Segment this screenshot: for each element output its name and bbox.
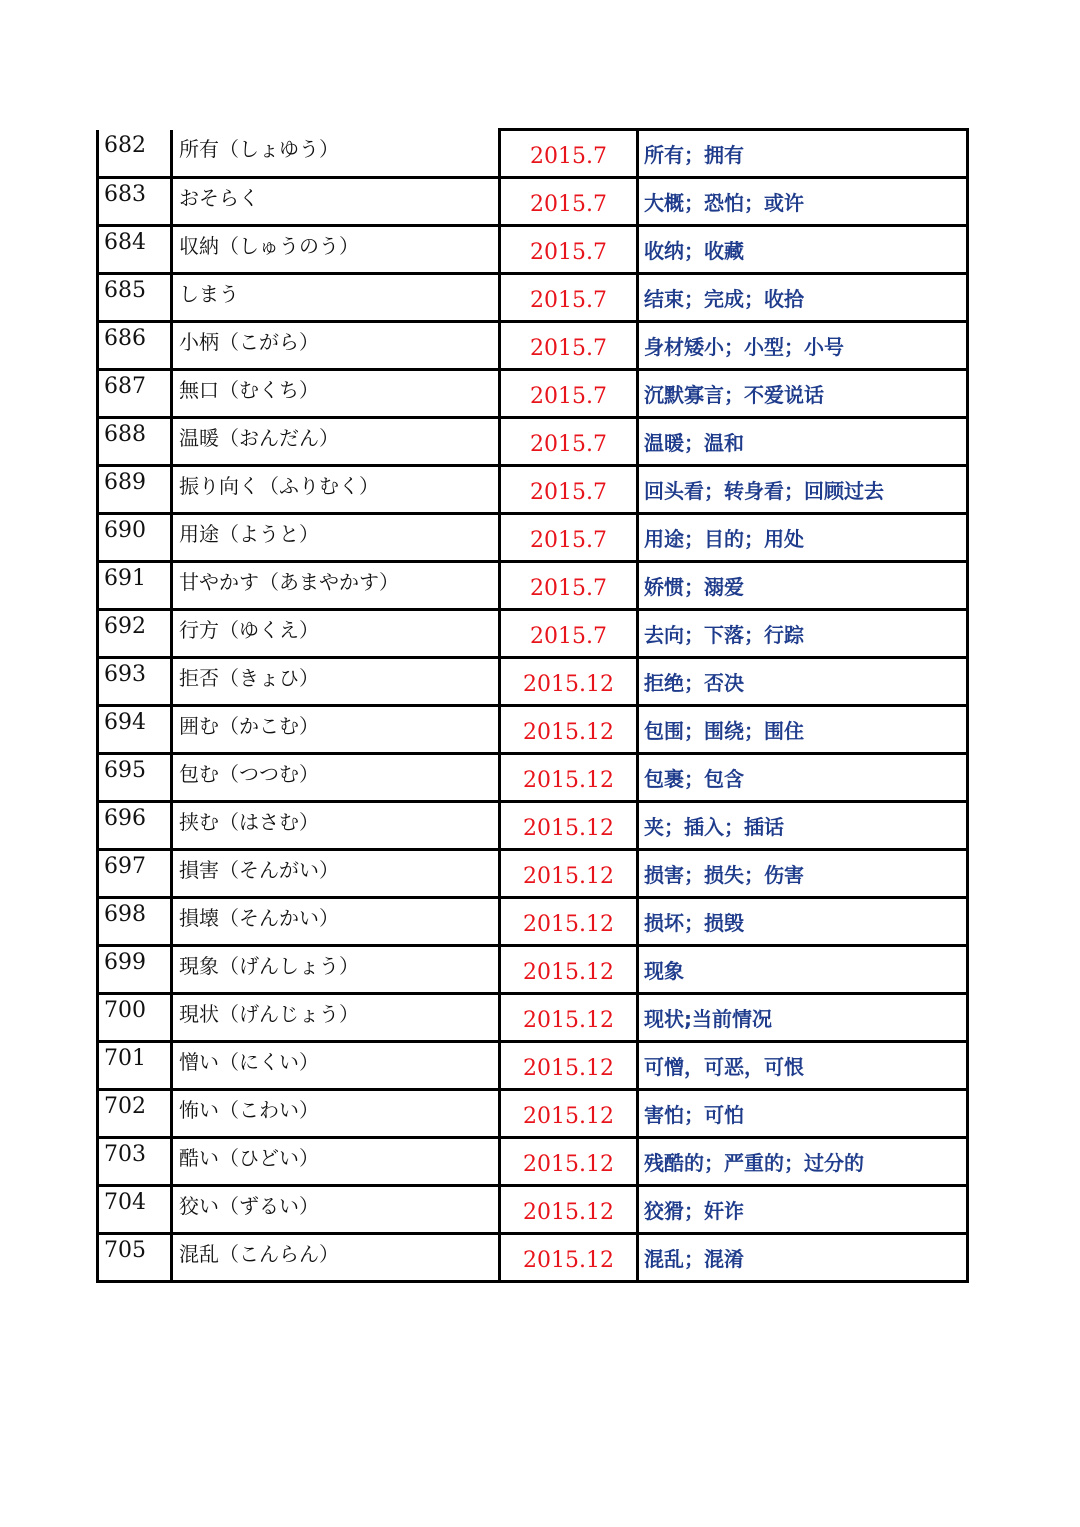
entry-number: 682 xyxy=(98,130,172,178)
entry-number: 691 xyxy=(98,562,172,610)
chinese-meaning: 包围；围绕；围住 xyxy=(638,706,968,754)
chinese-meaning: 损坏；损毁 xyxy=(638,898,968,946)
chinese-meaning: 娇惯；溺爱 xyxy=(638,562,968,610)
exam-date: 2015.12 xyxy=(500,706,638,754)
table-row xyxy=(98,1234,968,1282)
table-row xyxy=(98,1186,968,1234)
chinese-meaning: 混乱；混淆 xyxy=(638,1234,968,1282)
chinese-meaning: 损害；损失；伤害 xyxy=(638,850,968,898)
japanese-word: 現状（げんじょう） xyxy=(172,994,500,1042)
table-row xyxy=(98,370,968,418)
exam-date: 2015.12 xyxy=(500,802,638,850)
japanese-word: 怖い（こわい） xyxy=(172,1090,500,1138)
japanese-word: 現象（げんしょう） xyxy=(172,946,500,994)
chinese-meaning: 狡猾；奸诈 xyxy=(638,1186,968,1234)
chinese-meaning: 残酷的；严重的；过分的 xyxy=(638,1138,968,1186)
exam-date: 2015.12 xyxy=(500,994,638,1042)
japanese-word: 包む（つつむ） xyxy=(172,754,500,802)
entry-number: 698 xyxy=(98,898,172,946)
entry-number: 686 xyxy=(98,322,172,370)
japanese-word: 酷い（ひどい） xyxy=(172,1138,500,1186)
exam-date: 2015.7 xyxy=(500,370,638,418)
japanese-word: 損壊（そんかい） xyxy=(172,898,500,946)
entry-number: 688 xyxy=(98,418,172,466)
chinese-meaning: 包裹；包含 xyxy=(638,754,968,802)
chinese-meaning: 害怕；可怕 xyxy=(638,1090,968,1138)
japanese-word: 挟む（はさむ） xyxy=(172,802,500,850)
exam-date: 2015.7 xyxy=(500,226,638,274)
japanese-word: 損害（そんがい） xyxy=(172,850,500,898)
entry-number: 696 xyxy=(98,802,172,850)
exam-date: 2015.7 xyxy=(500,130,638,178)
entry-number: 693 xyxy=(98,658,172,706)
exam-date: 2015.12 xyxy=(500,946,638,994)
table-row xyxy=(98,274,968,322)
entry-number: 683 xyxy=(98,178,172,226)
table-row xyxy=(98,1090,968,1138)
entry-number: 700 xyxy=(98,994,172,1042)
entry-number: 690 xyxy=(98,514,172,562)
chinese-meaning: 用途；目的；用处 xyxy=(638,514,968,562)
japanese-word: 無口（むくち） xyxy=(172,370,500,418)
japanese-word: 混乱（こんらん） xyxy=(172,1234,500,1282)
exam-date: 2015.12 xyxy=(500,1042,638,1090)
table-row xyxy=(98,514,968,562)
table-row xyxy=(98,706,968,754)
exam-date: 2015.7 xyxy=(500,562,638,610)
entry-number: 685 xyxy=(98,274,172,322)
exam-date: 2015.12 xyxy=(500,1186,638,1234)
japanese-word: 小柄（こがら） xyxy=(172,322,500,370)
exam-date: 2015.7 xyxy=(500,322,638,370)
table-row xyxy=(98,898,968,946)
table-row xyxy=(98,418,968,466)
vocabulary-table xyxy=(96,128,969,1283)
japanese-word: 行方（ゆくえ） xyxy=(172,610,500,658)
japanese-word: 甘やかす（あまやかす） xyxy=(172,562,500,610)
table-row xyxy=(98,658,968,706)
exam-date: 2015.12 xyxy=(500,1234,638,1282)
japanese-word: 拒否（きょひ） xyxy=(172,658,500,706)
entry-number: 702 xyxy=(98,1090,172,1138)
exam-date: 2015.7 xyxy=(500,466,638,514)
table-row xyxy=(98,754,968,802)
chinese-meaning: 身材矮小；小型；小号 xyxy=(638,322,968,370)
chinese-meaning: 大概；恐怕；或许 xyxy=(638,178,968,226)
exam-date: 2015.12 xyxy=(500,754,638,802)
chinese-meaning: 现象 xyxy=(638,946,968,994)
exam-date: 2015.7 xyxy=(500,274,638,322)
japanese-word: 憎い（にくい） xyxy=(172,1042,500,1090)
japanese-word: 温暖（おんだん） xyxy=(172,418,500,466)
chinese-meaning: 结束；完成；收拾 xyxy=(638,274,968,322)
chinese-meaning: 现状;当前情况 xyxy=(638,994,968,1042)
exam-date: 2015.7 xyxy=(500,610,638,658)
entry-number: 697 xyxy=(98,850,172,898)
table-row xyxy=(98,322,968,370)
table-row xyxy=(98,562,968,610)
table-row xyxy=(98,946,968,994)
chinese-meaning: 夹；插入；插话 xyxy=(638,802,968,850)
japanese-word: 所有（しょゆう） xyxy=(172,130,500,178)
entry-number: 704 xyxy=(98,1186,172,1234)
table-row xyxy=(98,850,968,898)
table-row xyxy=(98,466,968,514)
chinese-meaning: 可憎，可恶，可恨 xyxy=(638,1042,968,1090)
entry-number: 695 xyxy=(98,754,172,802)
entry-number: 687 xyxy=(98,370,172,418)
japanese-word: 用途（ようと） xyxy=(172,514,500,562)
entry-number: 705 xyxy=(98,1234,172,1282)
exam-date: 2015.12 xyxy=(500,850,638,898)
exam-date: 2015.7 xyxy=(500,178,638,226)
entry-number: 694 xyxy=(98,706,172,754)
chinese-meaning: 回头看；转身看；回顾过去 xyxy=(638,466,968,514)
japanese-word: おそらく xyxy=(172,178,500,226)
table-row xyxy=(98,610,968,658)
entry-number: 689 xyxy=(98,466,172,514)
table-row xyxy=(98,226,968,274)
entry-number: 684 xyxy=(98,226,172,274)
exam-date: 2015.12 xyxy=(500,658,638,706)
entry-number: 703 xyxy=(98,1138,172,1186)
chinese-meaning: 沉默寡言；不爱说话 xyxy=(638,370,968,418)
exam-date: 2015.12 xyxy=(500,898,638,946)
table-row xyxy=(98,1138,968,1186)
table-row xyxy=(98,994,968,1042)
exam-date: 2015.7 xyxy=(500,514,638,562)
exam-date: 2015.7 xyxy=(500,418,638,466)
chinese-meaning: 拒绝；否决 xyxy=(638,658,968,706)
exam-date: 2015.12 xyxy=(500,1090,638,1138)
chinese-meaning: 所有；拥有 xyxy=(638,130,968,178)
japanese-word: 囲む（かこむ） xyxy=(172,706,500,754)
table-row xyxy=(98,130,968,178)
chinese-meaning: 收纳；收藏 xyxy=(638,226,968,274)
entry-number: 701 xyxy=(98,1042,172,1090)
japanese-word: 振り向く（ふりむく） xyxy=(172,466,500,514)
entry-number: 692 xyxy=(98,610,172,658)
vocabulary-table-body xyxy=(98,130,968,1282)
japanese-word: 収納（しゅうのう） xyxy=(172,226,500,274)
entry-number: 699 xyxy=(98,946,172,994)
table-row xyxy=(98,802,968,850)
table-row xyxy=(98,178,968,226)
chinese-meaning: 去向；下落；行踪 xyxy=(638,610,968,658)
exam-date: 2015.12 xyxy=(500,1138,638,1186)
japanese-word: しまう xyxy=(172,274,500,322)
table-row xyxy=(98,1042,968,1090)
japanese-word: 狡い（ずるい） xyxy=(172,1186,500,1234)
chinese-meaning: 温暖；温和 xyxy=(638,418,968,466)
